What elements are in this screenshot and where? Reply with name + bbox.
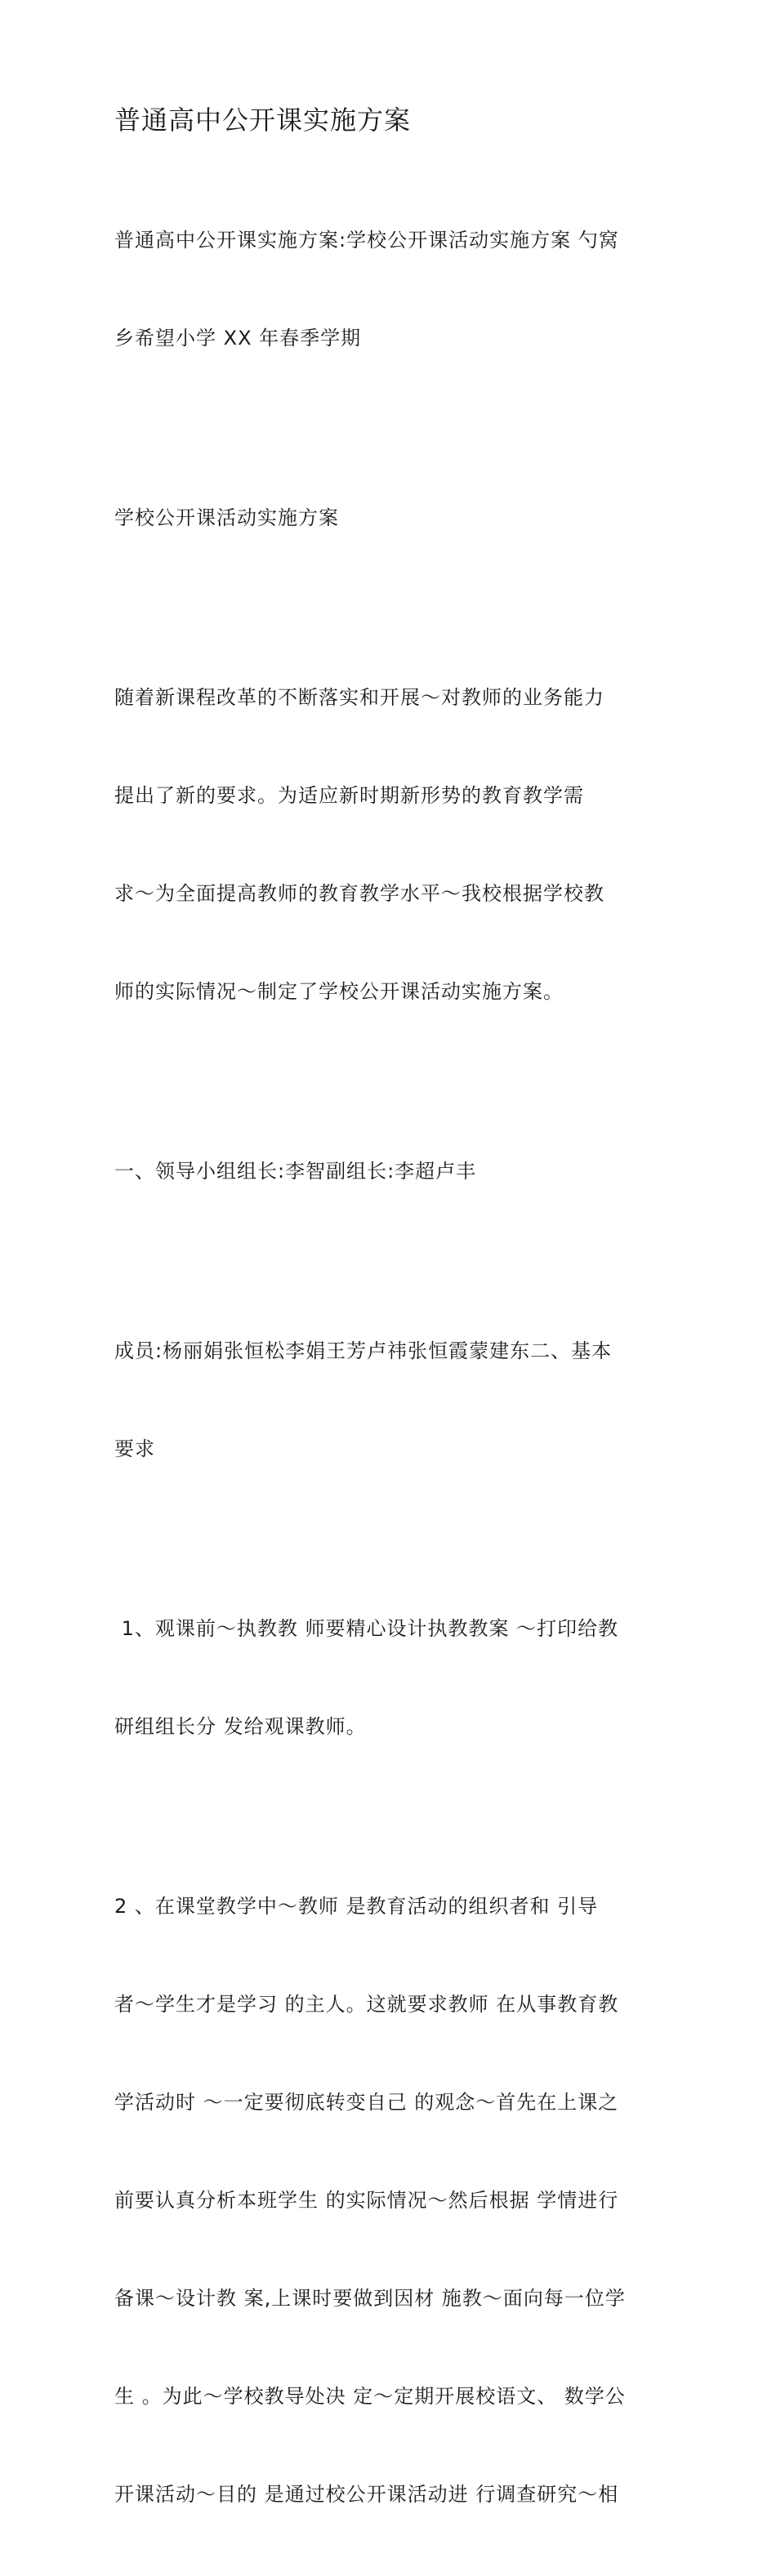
paragraph-intro: [114, 158, 663, 420]
text-line: 一、领导小组组长:李智副组长:李超卢丰: [114, 1160, 477, 1183]
text-line: 求～为全面提高教师的教育教学水平～我校根据学校教: [114, 882, 604, 905]
text-line: 生 。为此～学校教导处决 定～定期开展校语文、 数学公: [114, 2385, 626, 2408]
paragraph-leadership: [114, 1090, 663, 1253]
text-line: 要求: [114, 1437, 155, 1460]
text-line: 1、观课前～执教教 师要精心设计执教教案 ～打印给教: [114, 1617, 619, 1640]
document-page: [114, 0, 663, 2576]
text-line: 随着新课程改革的不断落实和开展～对教师的业务能力: [114, 686, 604, 709]
paragraph-subtitle: [114, 436, 663, 599]
paragraph-requirement-1: [114, 1547, 663, 1808]
text-line: 者～学生才是学习 的主人。这就要求教师 在从事教育教: [114, 1993, 619, 2016]
document-title: 普通高中公开课实施方案: [114, 105, 412, 136]
text-line: 前要认真分析本班学生 的实际情况～然后根据 学情进行: [114, 2189, 619, 2212]
text-line: 学活动时 ～一定要彻底转变自己 的观念～首先在上课之: [114, 2091, 619, 2114]
paragraph-requirement-2: [114, 1825, 663, 2576]
paragraph-background: [114, 616, 663, 1073]
text-line: 提出了新的要求。为适应新时期新形势的教育教学需: [114, 784, 584, 807]
text-line: 普通高中公开课实施方案:学校公开课活动实施方案 勺窝: [114, 229, 619, 252]
text-line: 备课～设计教 案,上课时要做到因材 施教～面向每一位学: [114, 2287, 626, 2310]
text-line: 2 、在课堂教学中～教师 是教育活动的组织者和 引导: [114, 1895, 599, 1918]
text-line: 开课活动～目的 是通过校公开课活动进 行调查研究～相: [114, 2483, 619, 2506]
text-line: 成员:杨丽娟张恒松李娟王芳卢祎张恒霞蒙建东二、基本: [114, 1339, 613, 1362]
text-line: 学校公开课活动实施方案: [114, 506, 339, 529]
text-line: 研组组长分 发给观课教师。: [114, 1715, 367, 1738]
text-line: 乡希望小学 XX 年春季学期: [114, 327, 362, 350]
text-line: 师的实际情况～制定了学校公开课活动实施方案。: [114, 980, 564, 1003]
paragraph-members: [114, 1269, 663, 1531]
